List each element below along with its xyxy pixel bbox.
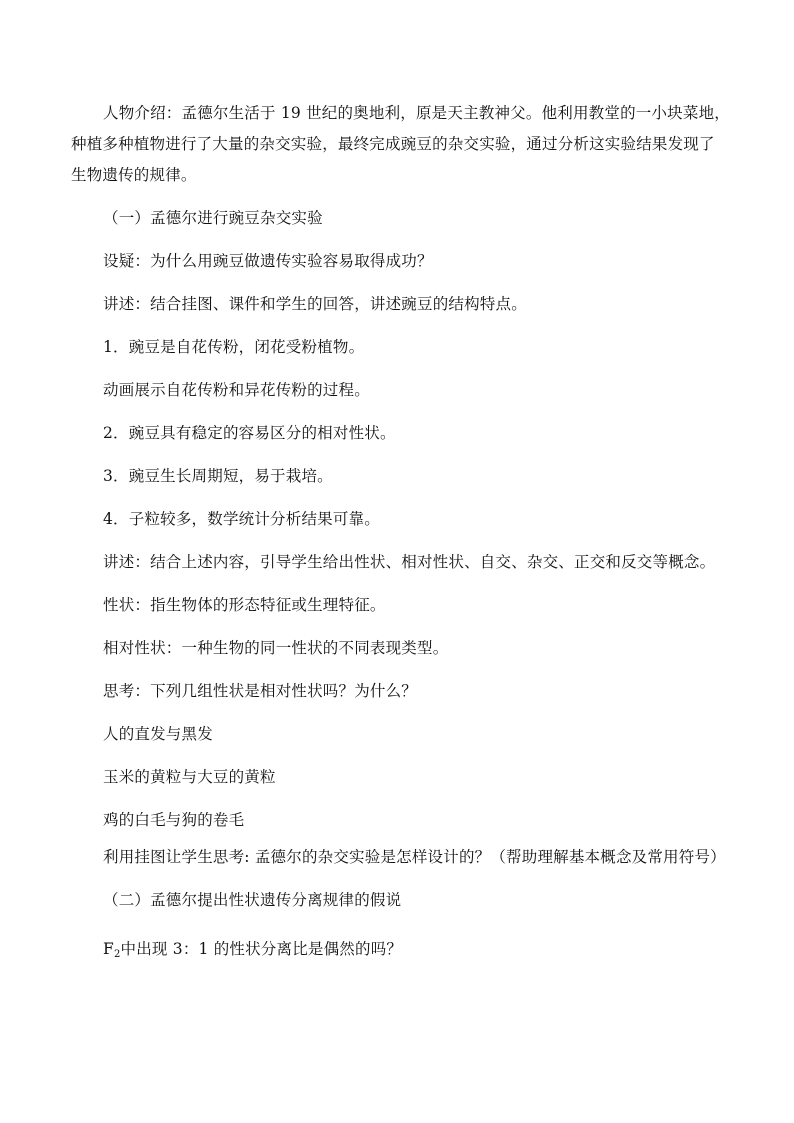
f2-subscript: 2 <box>113 949 121 960</box>
f2-symbol: F <box>103 940 114 958</box>
point-2: 2．豌豆具有稳定的容易区分的相对性状。 <box>103 424 396 442</box>
f2-question-text: 中出现 3：1 的性状分离比是偶然的吗？ <box>120 940 403 958</box>
intro-paragraph-line-2: 种植多种植物进行了大量的杂交实验，最终完成豌豆的杂交实验，通过分析这实验结果发现了 <box>71 135 715 153</box>
lecture-paragraph-1: 讲述：结合挂图、课件和学生的回答，讲述豌豆的结构特点。 <box>103 295 527 313</box>
think-question: 思考：下列几组性状是相对性状吗？为什么？ <box>103 682 418 700</box>
question-paragraph: 设疑：为什么用豌豆做遗传实验容易取得成功？ <box>103 252 433 270</box>
animation-note: 动画展示自花传粉和异花传粉的过程。 <box>103 381 370 399</box>
example-1: 人的直发与黑发 <box>103 725 213 743</box>
example-3: 鸡的白毛与狗的卷毛 <box>103 811 245 829</box>
f2-question-paragraph <box>103 939 402 965</box>
section-2-heading: （二）孟德尔提出性状遗传分离规律的假说 <box>103 891 402 909</box>
section-1-heading: （一）孟德尔进行豌豆杂交实验 <box>103 209 323 227</box>
intro-paragraph-line-3: 生物遗传的规律。 <box>71 166 197 184</box>
point-3: 3．豌豆生长周期短，易于栽培。 <box>103 467 333 485</box>
definition-relative-trait: 相对性状：一种生物的同一性状的不同表现类型。 <box>103 639 449 657</box>
point-1: 1．豌豆是自花传粉，闭花受粉植物。 <box>103 338 365 356</box>
intro-paragraph-line-1: 人物介绍：孟德尔生活于 19 世纪的奥地利，原是天主教神父。他利用教堂的一小块菜地， <box>103 104 730 122</box>
point-4: 4．子粒较多，数学统计分析结果可靠。 <box>103 510 380 528</box>
lecture-paragraph-2: 讲述：结合上述内容，引导学生给出性状、相对性状、自交、杂交、正交和反交等概念。 <box>103 553 716 571</box>
chart-question-paragraph: 利用挂图让学生思考: 孟德尔的杂交实验是怎样设计的？（帮助理解基本概念及常用符号） <box>103 848 726 866</box>
example-2: 玉米的黄粒与大豆的黄粒 <box>103 768 276 786</box>
definition-trait: 性状：指生物体的形态特征或生理特征。 <box>103 596 386 614</box>
